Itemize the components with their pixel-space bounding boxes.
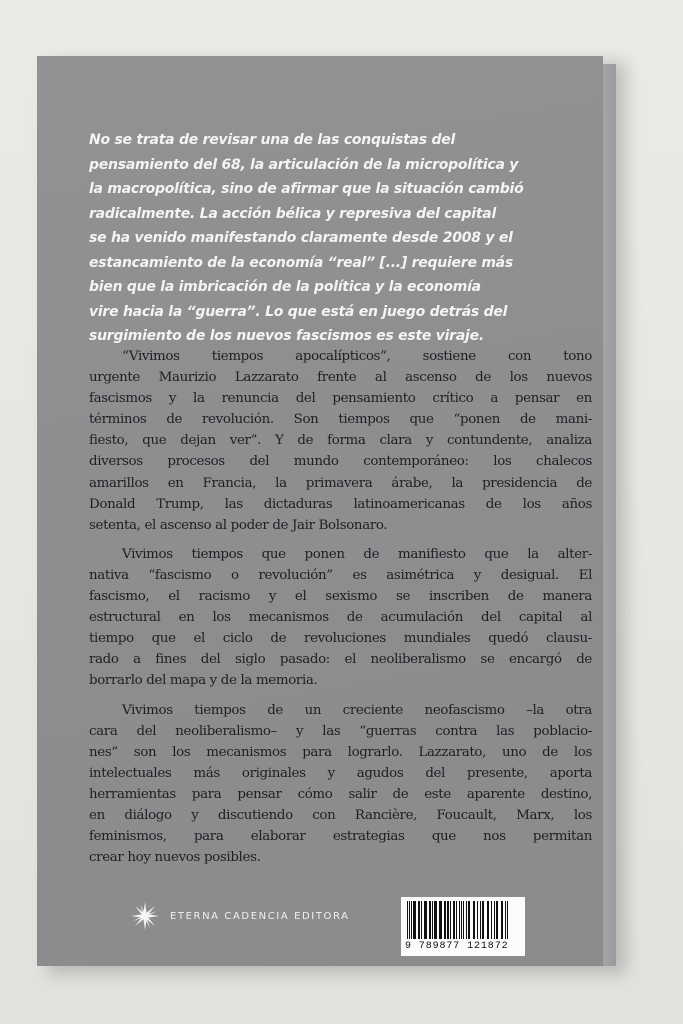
barcode-bar (505, 901, 506, 939)
pull-quote (89, 128, 589, 349)
barcode-bar (418, 901, 420, 939)
blurb-line: rado a fines del siglo pasado: el neoliberalismo se encargó de (89, 652, 592, 668)
barcode-bar (473, 901, 475, 939)
blurb-line: términos de revolución. Son tiempos que “ponen de mani- (89, 412, 592, 428)
publisher-name: ETERNA CADENCIA EDITORA (170, 910, 350, 922)
blurb-line: tiempo que el ciclo de revoluciones mundiales quedó clausu- (89, 631, 592, 647)
star-burst-icon (130, 901, 160, 931)
blurb-line: en diálogo y discutiendo con Rancière, Foucault, Marx, los (89, 807, 592, 823)
blurb-line: Vivimos tiempos de un creciente neofascismo –la otra (122, 702, 592, 718)
barcode-bar (456, 901, 457, 939)
blurb-line: herramientas para pensar cómo salir de este aparente destino, (89, 786, 592, 802)
blurb-paragraph-3 (89, 700, 592, 869)
pull-quote-line: la macropolítica, sino de afirmar que la situación cambió (89, 181, 524, 197)
blurb-line: nativa “fascismo o revolución” es asimétrica y desigual. El (89, 567, 592, 583)
pull-quote-line: vire hacia la “guerra”. Lo que está en juego detrás del (89, 303, 508, 320)
barcode-bar (413, 901, 416, 939)
blurb-line: borrarlo del mapa y de la memoria. (89, 673, 318, 689)
blurb (89, 346, 592, 876)
barcode-bar (496, 901, 498, 939)
blurb-line: estructural en los mecanismos de acumulación del capital al (89, 610, 592, 626)
barcode-bar (432, 901, 433, 939)
pull-quote-line: surgimiento de los nuevos fascismos es este viraje. (89, 328, 484, 344)
barcode-bar (507, 901, 508, 939)
barcode-bar (421, 901, 422, 939)
blurb-line: Vivimos tiempos que ponen de manifiesto que la alter- (122, 546, 592, 562)
barcode-bar (482, 901, 484, 939)
barcode (401, 897, 525, 956)
barcode-bar (463, 901, 464, 939)
barcode-bar (501, 901, 503, 939)
barcode-bar (459, 901, 460, 939)
blurb-line: fascismo, el racismo y el sexismo se inscriben de manera (89, 589, 592, 605)
blurb-paragraph-2 (89, 544, 592, 692)
pull-quote-line: No se trata de revisar una de las conquistas del (89, 132, 456, 148)
pull-quote-line: radicalmente. La acción bélica y represiva del capital (89, 205, 497, 222)
barcode-bar (477, 901, 478, 939)
blurb-line: Donald Trump, las dictaduras latinoamericanas de los años (89, 496, 592, 512)
blurb-line: setenta, el ascenso al poder de Jair Bolsonaro. (89, 517, 388, 533)
barcode-bar (434, 901, 437, 939)
barcode-bar (494, 901, 495, 939)
blurb-line: fiesto, que dejan ver”. Y de forma clara y contundente, analiza (89, 433, 592, 449)
blurb-line: feminismos, para elaborar estrategias que nos permitan (89, 829, 592, 845)
blurb-line: nes” son los mecanismos para lograrlo. Lazzarato, uno de los (89, 744, 592, 760)
barcode-bar (409, 901, 410, 939)
barcode-bar (447, 901, 449, 939)
barcode-bar (444, 901, 446, 939)
blurb-line: diversos procesos del mundo contemporáneo: los chalecos (89, 454, 592, 470)
barcode-bar (468, 901, 470, 939)
barcode-bar (411, 901, 412, 939)
pull-quote-line: se ha venido manifestando claramente desde 2008 y el (89, 230, 513, 246)
blurb-line: urgente Maurizio Lazzarato frente al ascenso de los nuevos (89, 370, 592, 386)
blurb-line: fascismos y la renuncia del pensamiento crítico a pensar en (89, 391, 592, 407)
pull-quote-line: bien que la imbricación de la política y la economía (89, 279, 481, 295)
barcode-bar (461, 901, 462, 939)
barcode-bar (424, 901, 427, 939)
blurb-line: amarillos en Francia, la primavera árabe, la presidencia de (89, 475, 592, 491)
barcode-bar (450, 901, 451, 939)
barcode-bar (453, 901, 455, 939)
barcode-bar (407, 901, 408, 939)
blurb-paragraph-1 (89, 346, 592, 536)
publisher-imprint (130, 898, 350, 934)
barcode-bar (429, 901, 431, 939)
barcode-bars (401, 897, 525, 943)
pull-quote-line: pensamiento del 68, la articulación de la micropolítica y (89, 156, 519, 173)
barcode-bar (439, 901, 442, 939)
barcode-bar (480, 901, 481, 939)
blurb-line: “Vivimos tiempos apocalípticos”, sostiene con tono (122, 349, 592, 364)
blurb-line: intelectuales más originales y agudos del presente, aporta (89, 765, 592, 781)
pull-quote-line: estancamiento de la economía “real” [...] requiere más (89, 254, 513, 271)
blurb-line: cara del neoliberalismo– y las “guerras contra las poblacio- (89, 723, 592, 739)
isbn-number: 9 789877 121872 (405, 941, 509, 952)
blurb-line: crear hoy nuevos posibles. (89, 850, 261, 866)
barcode-bar (466, 901, 467, 939)
barcode-bar (487, 901, 489, 939)
barcode-bar (491, 901, 492, 939)
